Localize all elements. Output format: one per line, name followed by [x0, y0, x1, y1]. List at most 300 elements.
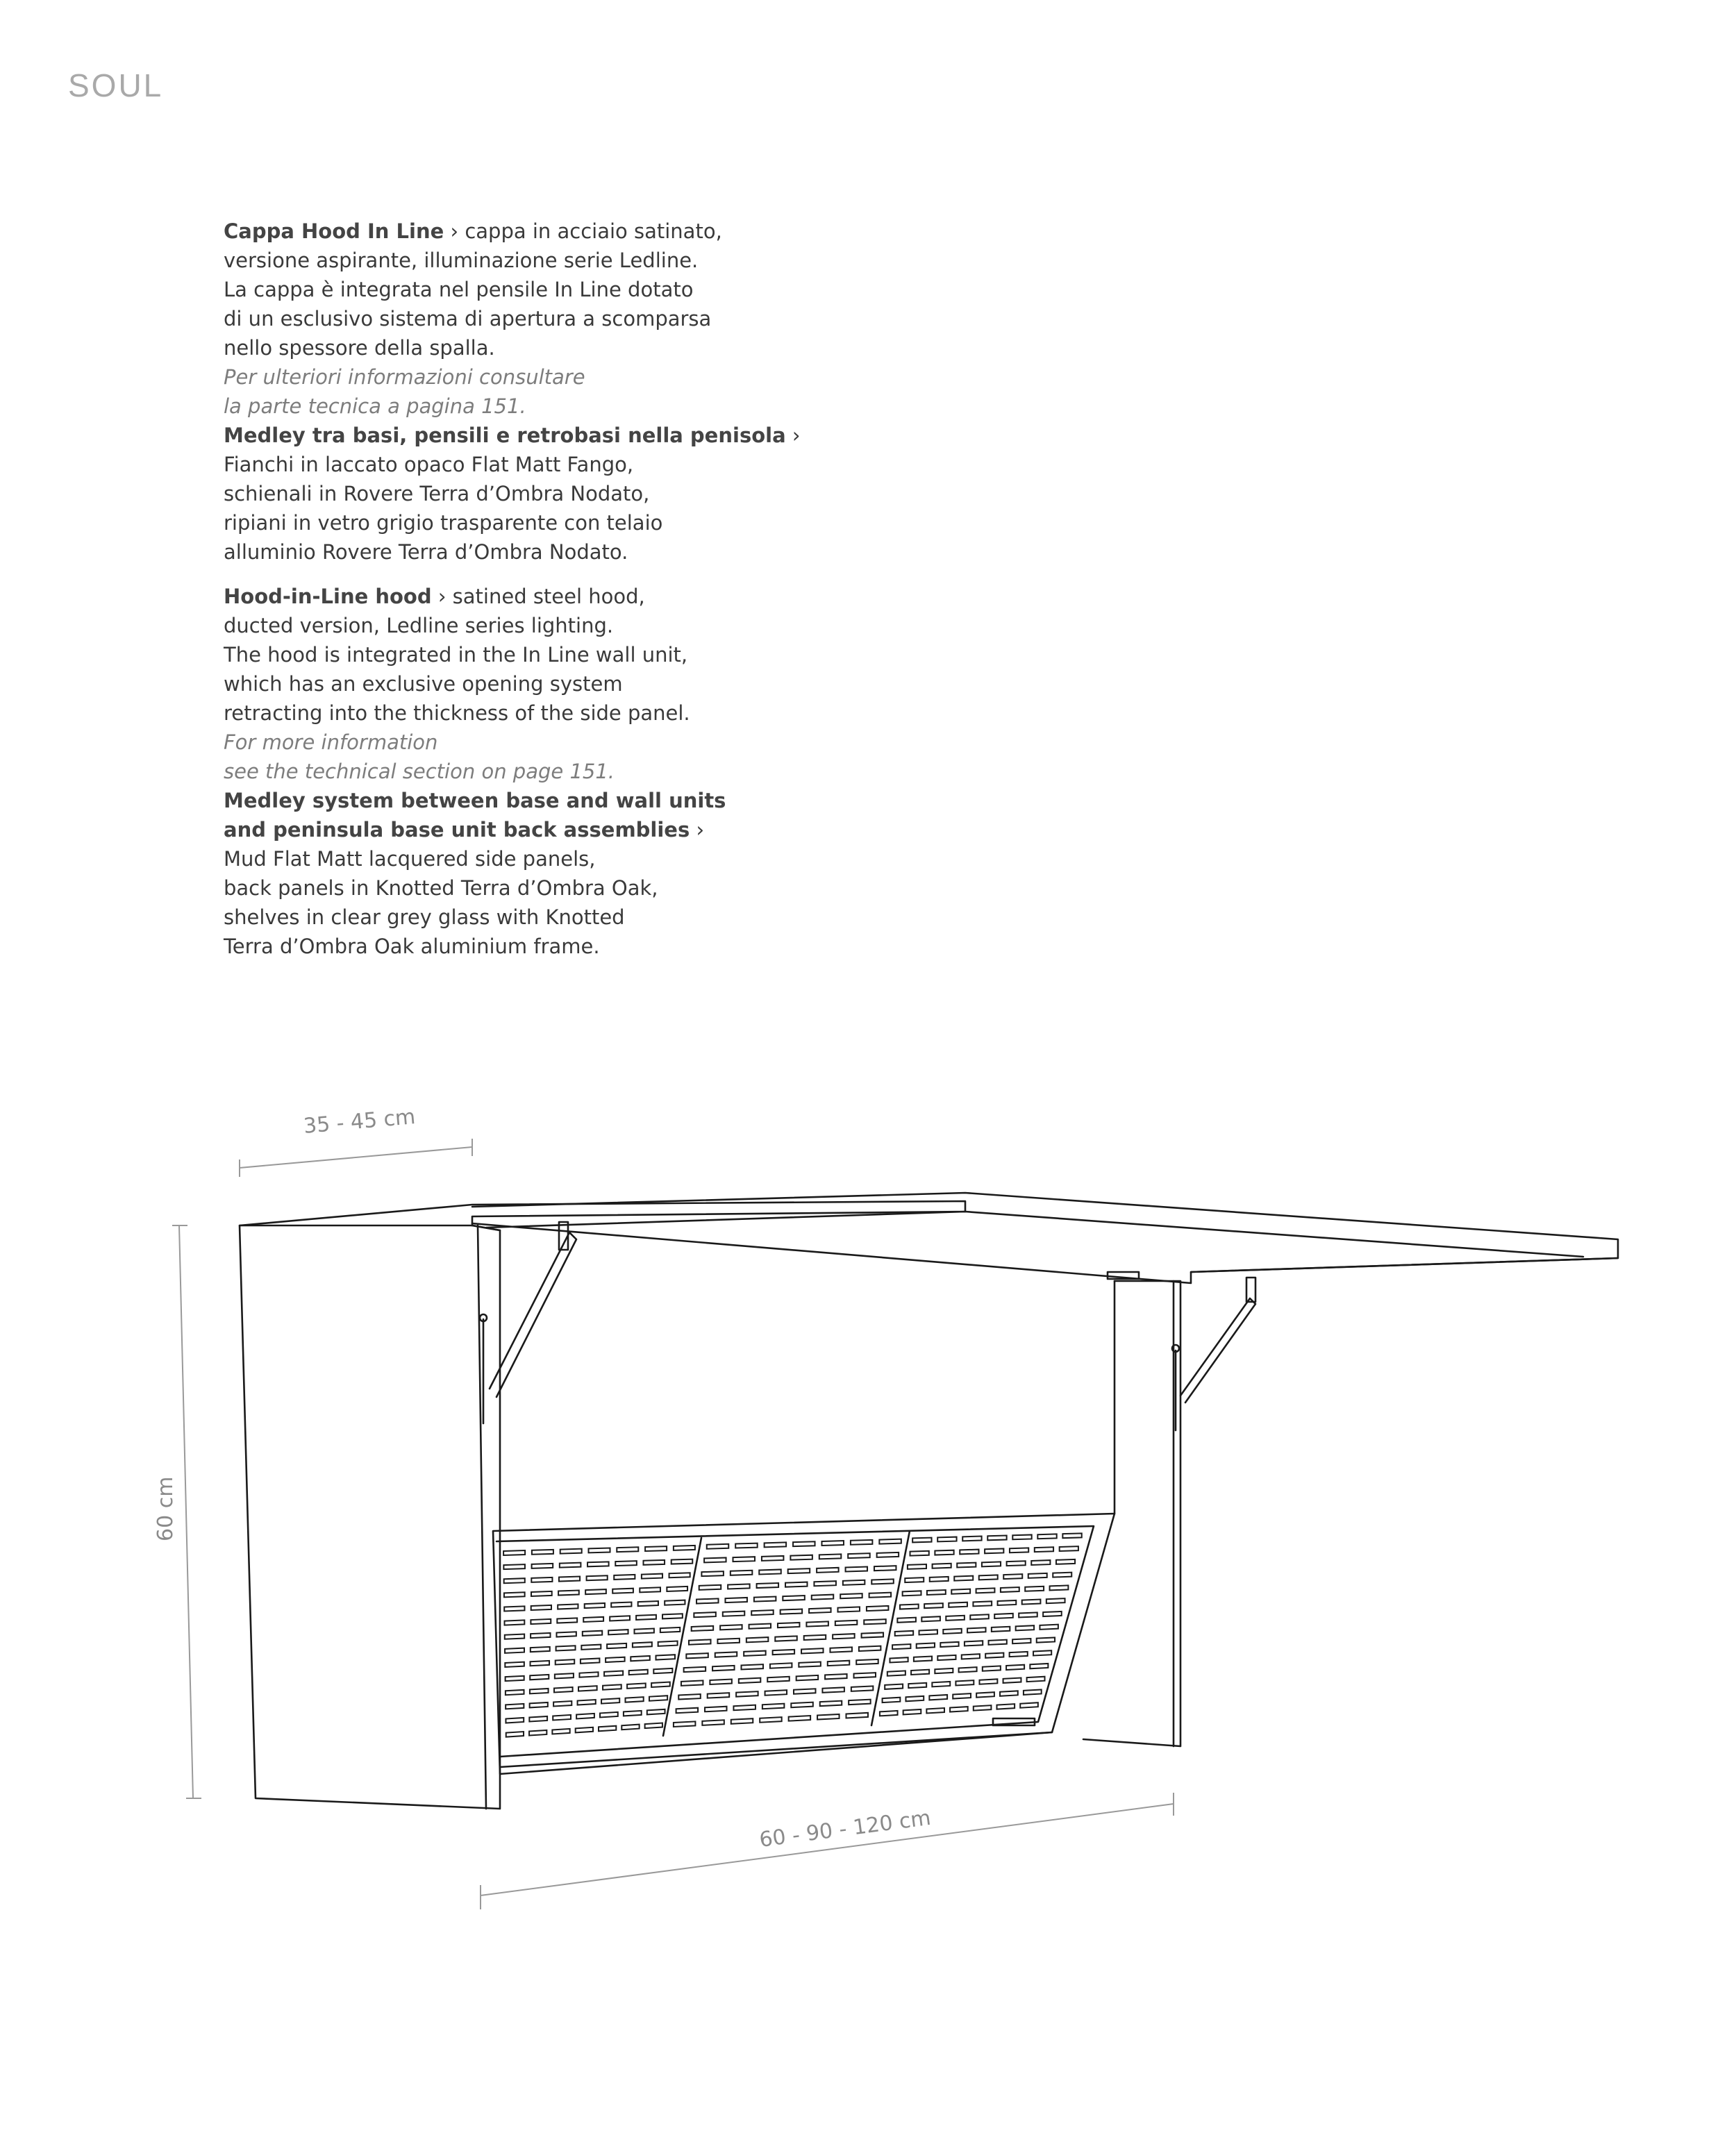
grille-slot — [506, 1676, 524, 1681]
grille-slot — [725, 1598, 746, 1602]
grille-slot — [701, 1571, 723, 1576]
grille-slot — [773, 1650, 794, 1655]
it-hood-title: Cappa Hood In Line — [224, 219, 444, 243]
grille-slot — [751, 1610, 773, 1615]
grille-slot — [959, 1667, 977, 1672]
grille-slot — [1010, 1548, 1028, 1552]
grille-slot — [801, 1648, 823, 1653]
grille-slot — [926, 1708, 944, 1713]
grille-slot — [744, 1651, 765, 1656]
grille-slot — [624, 1711, 642, 1716]
it-hood-line: nello spessore della spalla. — [224, 336, 495, 360]
grille-slot — [927, 1590, 946, 1595]
grille-slot — [556, 1659, 575, 1664]
grille-slot — [783, 1596, 804, 1600]
it-medley-line: schienali in Rovere Terra d’Ombra Nodato, — [224, 482, 650, 505]
grille-slot — [930, 1577, 949, 1582]
grille-slot — [859, 1646, 880, 1651]
grille-slot — [921, 1616, 940, 1621]
grille-slot — [723, 1612, 744, 1616]
grille-slot — [553, 1715, 571, 1721]
grille-slot — [674, 1546, 695, 1550]
grille-slot — [770, 1663, 792, 1668]
grille-slot — [1035, 1547, 1053, 1552]
grille-slot — [765, 1690, 787, 1695]
grille-slot — [1050, 1585, 1069, 1590]
grille-slot — [976, 1692, 994, 1697]
open-flap-door — [472, 1193, 1618, 1283]
grille-slot — [933, 1564, 951, 1568]
grille-slot — [736, 1691, 758, 1696]
grille-slot — [557, 1618, 577, 1623]
en-medley-title: and peninsula base unit back assemblies — [224, 818, 690, 842]
grille-slot — [504, 1606, 524, 1611]
it-medley-title: Medley tra basi, pensili e retrobasi nella penisola — [224, 424, 786, 447]
grille-slot — [851, 1540, 872, 1545]
grille-slot — [910, 1551, 929, 1556]
en-note-line: For more information — [224, 730, 438, 754]
grille-slot — [530, 1702, 548, 1707]
grille-slot — [720, 1625, 742, 1630]
grille-slot — [1031, 1560, 1050, 1565]
it-hood-line: versione aspirante, illuminazione serie Ledline. — [224, 249, 699, 272]
grille-slot — [617, 1547, 638, 1552]
grille-slot — [531, 1647, 550, 1652]
en-hood-line: retracting into the thickness of the side panel. — [224, 701, 690, 725]
hood-front-panel — [496, 1526, 1094, 1757]
grille-slot — [914, 1657, 932, 1662]
en-hood-line: which has an exclusive opening system — [224, 672, 623, 696]
grille-slot — [905, 1577, 924, 1582]
grille-slot — [817, 1568, 838, 1573]
grille-slot — [627, 1683, 646, 1688]
grille-slot — [788, 1568, 810, 1573]
grille-slot — [765, 1542, 786, 1547]
grille-slot — [935, 1668, 953, 1673]
grille-slot — [689, 1639, 710, 1644]
grille-slot — [710, 1680, 731, 1684]
grille-slot — [600, 1712, 618, 1718]
grille-slot — [583, 1631, 602, 1636]
grille-slot — [790, 1555, 812, 1560]
grille-slot — [503, 1550, 525, 1555]
grille-slot — [692, 1626, 713, 1631]
grille-slot — [862, 1632, 883, 1637]
grille-slot — [731, 1571, 752, 1575]
grille-slot — [505, 1648, 524, 1653]
grille-slot — [606, 1657, 625, 1662]
brand-logo: SOUL — [68, 67, 164, 103]
grille-slot — [530, 1689, 549, 1693]
grille-slot — [560, 1563, 581, 1568]
grille-slot — [608, 1630, 628, 1634]
grille-slot — [656, 1655, 675, 1659]
grille-slot — [611, 1602, 631, 1607]
grille-slot — [741, 1664, 762, 1669]
grille-slot — [531, 1605, 551, 1610]
grille-slot — [712, 1666, 734, 1671]
dim-width-line — [481, 1793, 1174, 1909]
grille-slot — [583, 1617, 603, 1622]
grille-slot — [1025, 1587, 1044, 1591]
grille-slot — [556, 1646, 576, 1650]
grille-slot — [851, 1686, 873, 1691]
grille-slot — [846, 1713, 867, 1718]
grille-slot — [1043, 1612, 1062, 1616]
en-medley-title: Medley system between base and wall units — [224, 789, 726, 812]
grille-slot — [951, 1589, 970, 1594]
grille-slot — [587, 1575, 608, 1580]
grille-slot — [897, 1618, 916, 1623]
grille-slot — [629, 1670, 648, 1675]
grille-slot — [835, 1621, 857, 1625]
grille-slot — [833, 1634, 854, 1639]
grille-slot — [935, 1550, 953, 1555]
grille-slot — [820, 1701, 842, 1707]
grille-slot — [840, 1593, 862, 1598]
grille-slot — [506, 1704, 524, 1709]
flap-bottom-edge — [1191, 1258, 1618, 1272]
grille-slot — [895, 1631, 913, 1636]
grille-slot — [998, 1600, 1017, 1605]
grille-slot — [965, 1641, 983, 1646]
grille-slot — [505, 1634, 524, 1639]
grille-slot — [869, 1593, 891, 1598]
grille-slot — [871, 1579, 893, 1584]
grille-slot — [579, 1672, 598, 1677]
grille-slot — [645, 1546, 667, 1551]
dim-height-label: 60 cm — [153, 1476, 178, 1541]
grille-slot — [1028, 1573, 1047, 1578]
grille-slot — [660, 1627, 680, 1632]
grille-slot — [867, 1606, 888, 1611]
grille-slot — [665, 1600, 685, 1605]
grille-slot — [979, 1575, 998, 1580]
grille-slot — [503, 1564, 525, 1569]
grille-slot — [578, 1700, 596, 1705]
grille-slot — [992, 1627, 1010, 1632]
grille-slot — [638, 1601, 658, 1606]
grille-slot — [1040, 1625, 1058, 1630]
grille-slot — [1022, 1600, 1041, 1605]
grille-slot — [973, 1601, 992, 1606]
grille-slot — [785, 1582, 807, 1587]
it-medley-line: alluminio Rovere Terra d’Ombra Nodato. — [224, 540, 628, 564]
grille-slot — [707, 1544, 728, 1549]
grille-slot — [1024, 1689, 1042, 1694]
grille-slot — [640, 1587, 660, 1592]
grille-slot — [643, 1560, 665, 1565]
grille-slot — [791, 1702, 812, 1708]
left-support-arm — [490, 1232, 576, 1397]
grille-slot — [874, 1566, 896, 1571]
grille-slot — [1006, 1665, 1024, 1670]
en-hood-line: ducted version, Ledline series lighting. — [224, 614, 614, 637]
grille-slot — [806, 1621, 828, 1626]
grille-slot — [559, 1577, 580, 1582]
grille-slot — [905, 1696, 924, 1701]
grille-slot — [877, 1552, 899, 1557]
grille-slot — [667, 1587, 687, 1591]
grille-slot — [715, 1652, 737, 1657]
grille-slot — [676, 1708, 698, 1714]
grille-slot — [556, 1632, 576, 1637]
grille-slot — [822, 1687, 844, 1692]
grille-slot — [849, 1700, 870, 1705]
en-medley-line: shelves in clear grey glass with Knotted — [224, 905, 625, 929]
grille-slot — [955, 1680, 974, 1685]
grille-slot — [1056, 1559, 1075, 1564]
grille-slot — [1007, 1561, 1026, 1566]
grille-slot — [506, 1718, 524, 1723]
grille-slot — [962, 1537, 981, 1541]
grille-slot — [856, 1659, 878, 1664]
grille-slot — [558, 1604, 578, 1609]
grille-slot — [699, 1585, 721, 1590]
grille-slot — [949, 1602, 967, 1607]
grille-slot — [531, 1619, 551, 1624]
grille-slot — [817, 1714, 839, 1720]
grille-slot — [911, 1670, 929, 1675]
grille-slot — [976, 1588, 995, 1593]
grille-slot — [937, 1537, 956, 1542]
grille-slot — [979, 1679, 997, 1684]
en-hood-line: The hood is integrated in the In Line wall unit, — [224, 643, 688, 667]
grille-slot — [612, 1589, 633, 1593]
grille-slot — [932, 1682, 950, 1687]
grille-slot — [957, 1563, 976, 1568]
grille-slot — [560, 1549, 582, 1554]
grille-slot — [506, 1690, 524, 1695]
grille-slot — [684, 1667, 706, 1672]
grille-slot — [880, 1711, 898, 1716]
grille-slot — [908, 1564, 926, 1569]
cabinet-top — [240, 1201, 965, 1225]
grille-slot — [796, 1675, 818, 1680]
grille-slot — [704, 1557, 726, 1562]
grille-slot — [940, 1642, 958, 1647]
hood-bottom-strip — [500, 1732, 1052, 1767]
grille-slot — [821, 1541, 843, 1546]
grille-slot — [1019, 1612, 1037, 1617]
grille-slot — [1003, 1574, 1022, 1579]
dim-depth-label: 35 - 45 cm — [302, 1105, 417, 1139]
grille-slot — [1016, 1625, 1034, 1630]
grille-slot — [954, 1576, 973, 1581]
grille-slot — [883, 1698, 901, 1702]
grille-slot — [532, 1550, 553, 1555]
it-medley-suffix: › — [785, 424, 801, 447]
it-hood-line: di un esclusivo sistema di apertura a scomparsa — [224, 307, 712, 330]
grille-slot — [1037, 1534, 1056, 1539]
dim-depth-line — [240, 1139, 472, 1177]
grille-slot — [892, 1644, 910, 1649]
grille-slot — [686, 1653, 708, 1658]
grille-slot — [607, 1643, 626, 1648]
grille-slot — [645, 1723, 662, 1729]
grille-slot — [809, 1608, 831, 1613]
grille-slot — [532, 1564, 553, 1568]
grille-slot — [1012, 1534, 1031, 1539]
right-support-arm — [1180, 1298, 1255, 1403]
grille-divider — [663, 1538, 701, 1736]
grille-slot — [1000, 1691, 1018, 1696]
grille-slot — [531, 1577, 552, 1582]
grille-slot — [974, 1705, 992, 1710]
grille-slot — [997, 1704, 1015, 1709]
dim-width-label: 60 - 90 - 120 cm — [758, 1805, 933, 1852]
it-note-line: la parte tecnica a pagina 151. — [224, 394, 526, 418]
grille-slot — [838, 1607, 860, 1612]
grille-slot — [885, 1684, 903, 1689]
grille-slot — [778, 1623, 799, 1627]
grille-slot — [578, 1686, 597, 1691]
grille-slot — [504, 1620, 524, 1625]
grille-slot — [985, 1653, 1003, 1658]
grille-slot — [746, 1637, 768, 1642]
grille-slot — [917, 1643, 935, 1648]
grille-slot — [962, 1654, 980, 1659]
flap-inner-edge — [486, 1212, 1583, 1257]
grille-slot — [601, 1698, 619, 1703]
grille-slot — [634, 1629, 653, 1634]
grille-slot — [681, 1680, 703, 1685]
grille-slot — [967, 1627, 985, 1632]
left-side-panel — [240, 1225, 500, 1809]
grille-slot — [799, 1662, 820, 1667]
grille-slot — [762, 1556, 783, 1561]
grille-slot — [705, 1707, 726, 1712]
grille-slot — [890, 1657, 908, 1662]
grille-slot — [504, 1578, 525, 1583]
grille-slot — [1027, 1677, 1045, 1682]
en-medley-suffix: › — [690, 818, 705, 842]
grille-slot — [1060, 1546, 1078, 1551]
it-hood-line: La cappa è integrata nel pensile In Line dotato — [224, 278, 694, 301]
grille-slot — [694, 1612, 715, 1617]
grille-slot — [588, 1548, 610, 1552]
grille-slot — [919, 1630, 937, 1634]
grille-slot — [900, 1605, 919, 1609]
grille-slot — [989, 1640, 1007, 1645]
grille-slot — [610, 1616, 630, 1621]
grille-slot — [814, 1581, 835, 1586]
grille-slot — [653, 1668, 672, 1673]
grille-slot — [749, 1624, 771, 1629]
grille-slot — [662, 1614, 683, 1618]
grille-slot — [552, 1729, 569, 1734]
grille-slot — [674, 1721, 695, 1727]
en-medley-line: Mud Flat Matt lacquered side panels, — [224, 847, 596, 871]
grille-slot — [505, 1662, 524, 1667]
grille-slot — [846, 1566, 867, 1571]
grille-slot — [708, 1693, 729, 1698]
grille-slot — [696, 1598, 718, 1603]
grille-slot — [678, 1694, 700, 1699]
grille-slot — [970, 1614, 989, 1619]
grille-slot — [1030, 1664, 1048, 1668]
grille-slot — [953, 1693, 971, 1698]
grille-slot — [651, 1682, 670, 1687]
grille-slot — [739, 1678, 760, 1683]
grille-slot — [671, 1559, 693, 1564]
grille-slot — [529, 1730, 546, 1736]
grille-slot — [828, 1661, 849, 1666]
grille-slot — [633, 1642, 652, 1647]
grille-slot — [908, 1683, 926, 1688]
grille-slot — [929, 1695, 947, 1700]
grille-slot — [669, 1573, 690, 1577]
grille-slot — [531, 1633, 550, 1638]
grille-slot — [804, 1635, 826, 1640]
grille-slot — [924, 1603, 943, 1608]
grille-slot — [903, 1591, 921, 1596]
grille-slot — [647, 1709, 665, 1715]
grille-slot — [879, 1539, 901, 1544]
grille-slot — [950, 1707, 968, 1711]
grille-slot — [960, 1550, 978, 1555]
grille-slot — [553, 1701, 571, 1706]
grille-slot — [767, 1677, 789, 1682]
grille-slot — [760, 1717, 781, 1723]
grille-slot — [576, 1714, 594, 1719]
grille-slot — [658, 1641, 678, 1646]
grille-slot — [854, 1673, 876, 1677]
grille-slot — [762, 1704, 784, 1709]
grille-slot — [825, 1674, 846, 1679]
grille-slot — [1020, 1702, 1038, 1707]
grille-slot — [985, 1548, 1003, 1553]
grille-slot — [754, 1597, 776, 1602]
grille-slot — [1046, 1598, 1065, 1603]
grille-slot — [887, 1671, 905, 1675]
grille-slot — [819, 1554, 841, 1559]
it-note-line: Per ulteriori informazioni consultare — [224, 365, 585, 389]
grille-slot — [1037, 1637, 1055, 1642]
grille-slot — [848, 1553, 869, 1558]
grille-slot — [506, 1732, 524, 1737]
grille-slot — [830, 1647, 851, 1652]
grille-slot — [937, 1655, 955, 1660]
en-hood-title: Hood-in-Line hood — [224, 585, 432, 608]
grille-slot — [1003, 1678, 1021, 1683]
grille-slot — [554, 1687, 573, 1692]
grille-slot — [587, 1562, 609, 1566]
en-hood-line: › satined steel hood, — [431, 585, 645, 608]
grille-slot — [1062, 1533, 1081, 1538]
grille-slot — [555, 1673, 574, 1678]
grille-slot — [626, 1697, 644, 1702]
grille-slot — [812, 1595, 833, 1600]
grille-slot — [759, 1569, 781, 1574]
grille-slot — [576, 1727, 593, 1733]
grille-slot — [530, 1675, 549, 1680]
grille-slot — [781, 1609, 802, 1614]
grille-slot — [733, 1705, 755, 1711]
grille-slot — [946, 1616, 965, 1621]
it-hood-line: › cappa in acciaio satinato, — [444, 219, 722, 243]
en-medley-line: Terra d’Ombra Oak aluminium frame. — [224, 935, 600, 958]
grille-slot — [982, 1562, 1001, 1566]
grille-slot — [581, 1645, 601, 1650]
grille-slot — [504, 1592, 525, 1597]
grille-slot — [757, 1583, 778, 1588]
grille-slot — [621, 1725, 639, 1730]
grille-slot — [775, 1636, 796, 1641]
grille-slot — [1033, 1650, 1051, 1655]
grille-slot — [983, 1666, 1001, 1671]
grille-slot — [733, 1557, 755, 1562]
